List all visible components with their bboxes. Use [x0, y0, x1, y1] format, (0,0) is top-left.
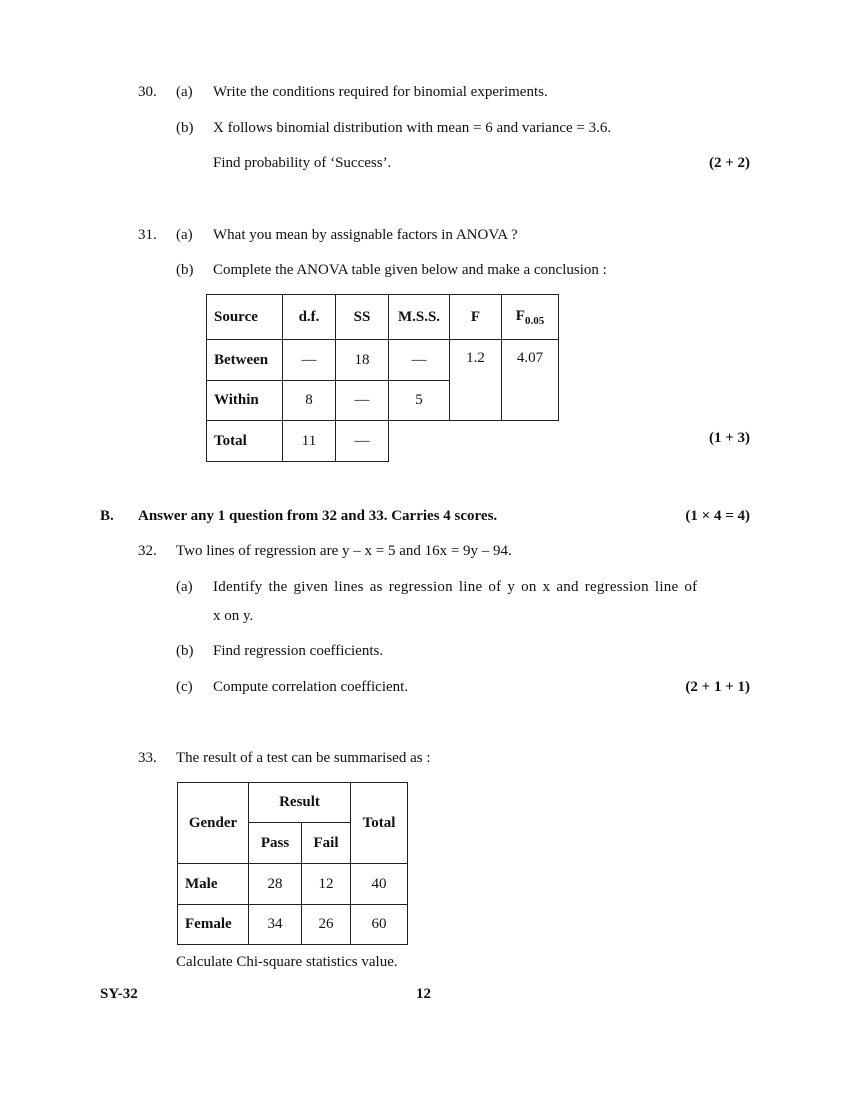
q30-a-label: (a) [176, 84, 193, 100]
q31-number: 31. [138, 227, 157, 243]
chi-male-pass: 28 [249, 864, 302, 905]
chi-header-total: Total [351, 783, 408, 864]
anova-f-critical-value: 4.07 [502, 340, 559, 421]
anova-header-f: F [450, 295, 502, 340]
q31-marks: (1 + 3) [708, 430, 750, 446]
anova-within-df: 8 [283, 381, 336, 421]
anova-within-mss: 5 [389, 381, 450, 421]
chi-female-pass: 34 [249, 905, 302, 945]
anova-header-df: d.f. [283, 295, 336, 340]
q32-a-text-2: x on y. [213, 608, 254, 624]
anova-row-within-label: Within [207, 381, 283, 421]
q30-marks: (2 + 2) [708, 155, 750, 171]
chi-header-result: Result [249, 783, 351, 823]
q30-a-text: Write the conditions required for binomial experiments. [213, 84, 548, 100]
anova-between-df: — [283, 340, 336, 381]
q32-stem: Two lines of regression are y – x = 5 and 16x = 9y – 94. [176, 543, 512, 559]
q31-b-label: (b) [176, 262, 194, 278]
f-critical-symbol: F [515, 307, 525, 324]
f-critical-subscript: 0.05 [524, 314, 545, 327]
q32-number: 32. [138, 543, 157, 559]
q32-a-label: (a) [176, 579, 193, 595]
chi-header-pass: Pass [249, 823, 302, 864]
section-b-marks: (1 × 4 = 4) [685, 508, 750, 524]
q33-number: 33. [138, 750, 157, 766]
anova-empty-cell [389, 421, 559, 462]
chi-header-gender: Gender [178, 783, 249, 864]
chi-female-fail: 26 [302, 905, 351, 945]
anova-within-ss: — [336, 381, 389, 421]
q33-footer: Calculate Chi-square statistics value. [176, 954, 398, 970]
q32-c-text: Compute correlation coefficient. [213, 679, 409, 695]
q32-c-label: (c) [176, 679, 193, 695]
paper-code: SY-32 [100, 986, 138, 1002]
anova-between-mss: — [389, 340, 450, 381]
chi-male-total: 40 [351, 864, 408, 905]
chi-female-total: 60 [351, 905, 408, 945]
anova-between-ss: 18 [336, 340, 389, 381]
chi-square-table [177, 782, 408, 945]
q33-stem: The result of a test can be summarised as : [176, 750, 431, 766]
chi-header-fail: Fail [302, 823, 351, 864]
anova-header-mss: M.S.S. [389, 295, 450, 340]
anova-header-source: Source [207, 295, 283, 340]
q30-number: 30. [138, 84, 157, 100]
chi-row-female-label: Female [178, 905, 249, 945]
q32-b-text: Find regression coefficients. [213, 643, 384, 659]
q30-b-text: X follows binomial distribution with mean = 6 and variance = 3.6. [213, 120, 612, 136]
q30-b-text-2: Find probability of ‘Success’. [213, 155, 392, 171]
anova-table [206, 294, 559, 462]
anova-row-between-label: Between [207, 340, 283, 381]
anova-row-total-label: Total [207, 421, 283, 462]
q30-b-label: (b) [176, 120, 194, 136]
anova-f-value: 1.2 [450, 340, 502, 421]
anova-total-ss: — [336, 421, 389, 462]
q32-marks: (2 + 1 + 1) [685, 679, 750, 695]
anova-header-ss: SS [336, 295, 389, 340]
q31-a-label: (a) [176, 227, 193, 243]
q31-b-text: Complete the ANOVA table given below and make a conclusion : [213, 262, 607, 278]
q31-a-text: What you mean by assignable factors in ANOVA ? [213, 227, 518, 243]
q32-b-label: (b) [176, 643, 194, 659]
section-b-letter: B. [100, 508, 114, 524]
chi-row-male-label: Male [178, 864, 249, 905]
section-b-instruction: Answer any 1 question from 32 and 33. Carries 4 scores. [138, 508, 498, 524]
anova-total-df: 11 [283, 421, 336, 462]
q32-a-text: Identify the given lines as regression line of y on x and regression line of [213, 579, 698, 595]
chi-male-fail: 12 [302, 864, 351, 905]
page-number: 12 [416, 986, 431, 1002]
anova-header-f-critical [502, 295, 559, 340]
